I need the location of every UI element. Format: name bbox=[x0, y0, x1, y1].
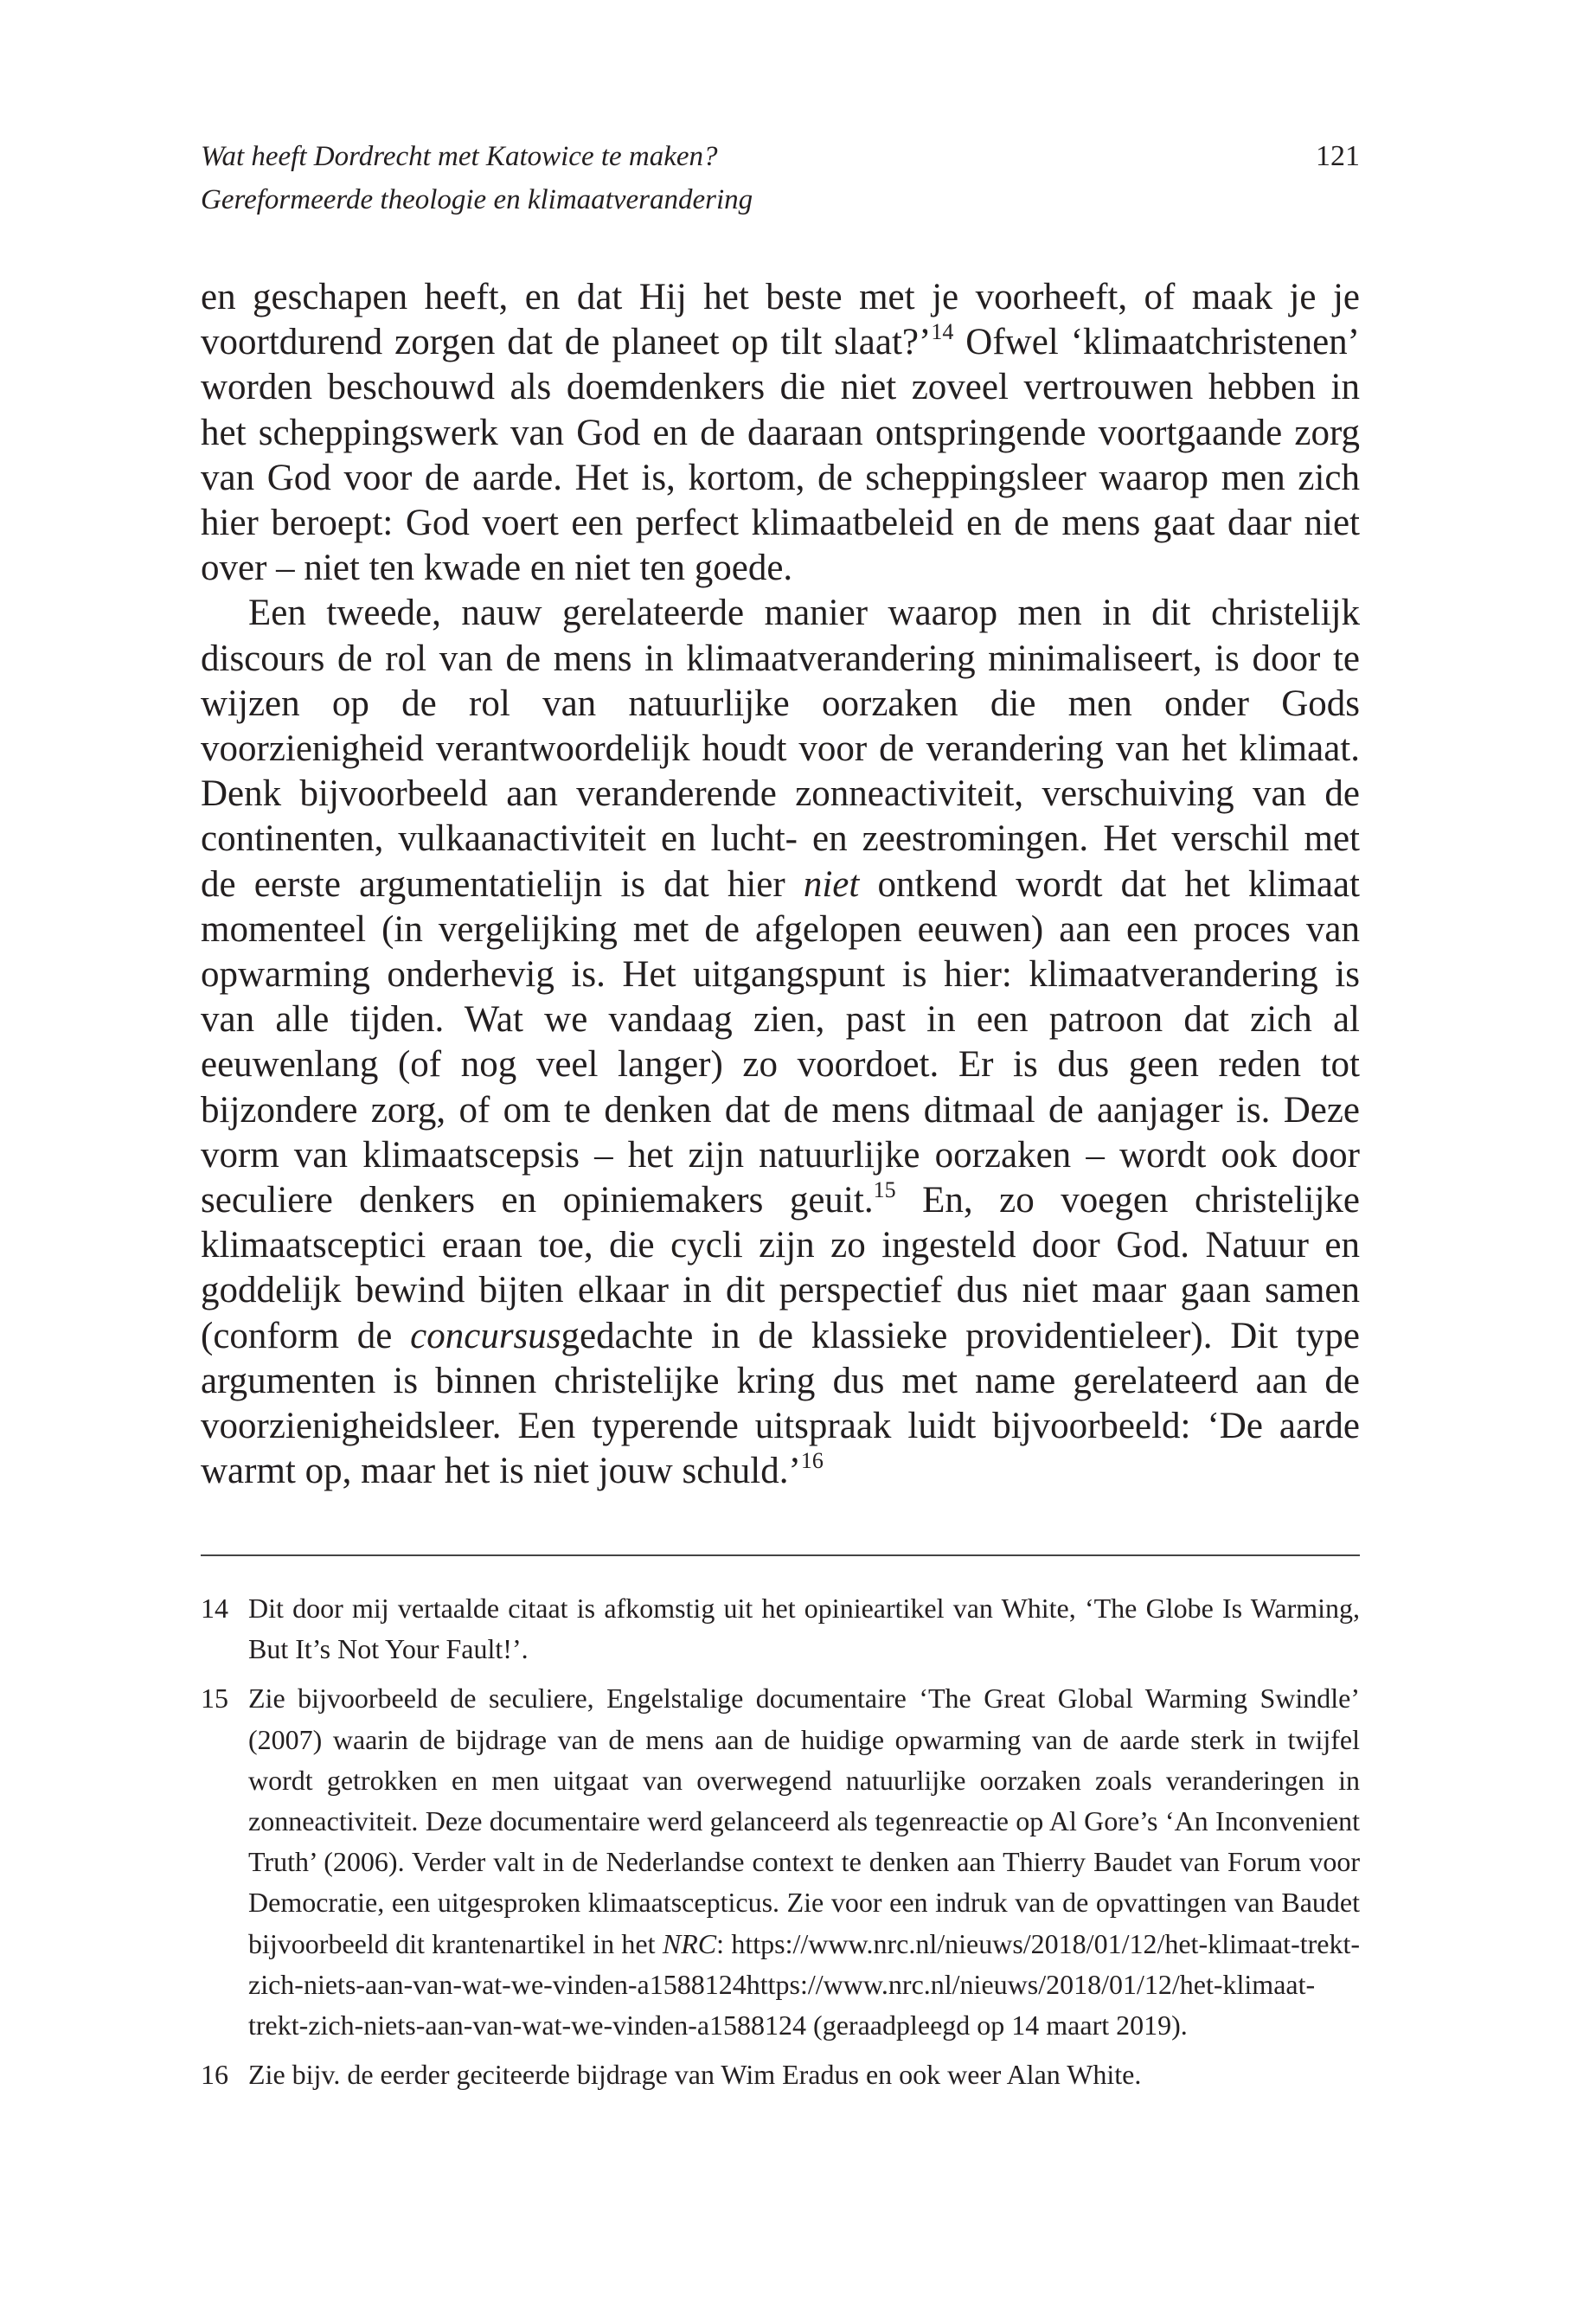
paragraph-1 bbox=[201, 275, 1360, 591]
paragraph-2-part-a: Een tweede, nauw gerelateerde manier waarop men in dit christelijk discours de rol van de mens in klimaatverandering minimaliseert, is door te wijzen op de rol van natuurlijke oorzaken die men onder Gods voorzienigheid verantwoordelijk houdt voor de verandering van het klimaat. Denk bijvoorbeeld aan veranderende zonneactiviteit, verschuiving van de continenten, vulkaanactiviteit en lucht- en zeestromingen. Het verschil met de eerste argumentatielijn is dat hier bbox=[201, 593, 1360, 905]
paragraph-2-part-b: ontkend wordt dat het klimaat momenteel (in vergelijking met de afgelopen eeuwen) aan een proces van opwarming onderhevig is. Het uitgangspunt is hier: klimaatverandering is van alle tijden. Wat we vandaag zien, past in een patroon dat zich al eeuwenlang (of nog veel langer) zo voordoet. Er is dus geen reden tot bijzondere zorg, of om te denken dat de mens ditmaal de aanjager is. Deze vorm van klimaatscepsis – het zijn natuurlijke oorzaken – wordt ook door seculiere denkers en opiniemakers geuit. bbox=[201, 863, 1360, 1221]
footnote-number: 16 bbox=[201, 2059, 228, 2091]
footnote-number: 15 bbox=[201, 1682, 228, 1715]
footnote-ref-16[interactable]: 16 bbox=[800, 1447, 824, 1473]
footnote-separator bbox=[201, 1554, 1360, 1556]
footnote-number: 14 bbox=[201, 1593, 228, 1624]
footnote-text bbox=[248, 1678, 1360, 2046]
emphasis-niet: niet bbox=[803, 863, 860, 905]
footnote-text: Zie bijv. de eerder geciteerde bijdrage van Wim Eradus en ook weer Alan White. bbox=[248, 2059, 1142, 2091]
paragraph-2 bbox=[201, 591, 1360, 1494]
running-header bbox=[201, 135, 1360, 221]
footnote-text: Dit door mij vertaalde citaat is afkomstig uit het opinieartikel van White, ‘The Globe Is Warming, But It’s Not Your Fault!’. bbox=[248, 1593, 1360, 1665]
footnote-15-part-c: (geraadpleegd op 14 maart 2019). bbox=[806, 2009, 1188, 2041]
footnotes bbox=[201, 1588, 1360, 2104]
footnote-url-link[interactable]: https://www.nrc.nl/nieuws/2018/01/12/het-klimaat-trekt-zich-niets-aan-van-wat-we-vinden-a1588124https://www.nrc.nl/nieuws/2018/01/12/het-klimaat-trekt-zich-niets-aan-van-wat-we-vinden-a1588124 bbox=[248, 1927, 1361, 2041]
page-number: 121 bbox=[1316, 140, 1360, 172]
footnote-16 bbox=[201, 2054, 1360, 2095]
running-header-subtitle: Gereformeerde theologie en klimaatverandering bbox=[201, 184, 753, 215]
paragraph-1-part-a: en geschapen heeft, en dat Hij het beste met je voorheeft, of maak je je voortdurend zorgen dat de planeet op tilt slaat?’ bbox=[201, 277, 1360, 363]
paragraph-2-part-c: En, zo voegen christelijke klimaatsceptici eraan toe, die cycli zijn zo ingesteld door God. Natuur en goddelijk bewind bijten elkaar in dit perspectief dus niet maar gaan samen (conform de bbox=[201, 1180, 1360, 1356]
emphasis-nrc: NRC bbox=[662, 1927, 717, 1959]
emphasis-concursus: concursus bbox=[410, 1315, 561, 1356]
footnote-15-part-b: : bbox=[716, 1927, 724, 1959]
footnote-15 bbox=[201, 1678, 1360, 2046]
paragraph-1-part-b: Ofwel ‘klimaatchristenen’ worden beschouwd als doemdenkers die niet zoveel vertrouwen hebben in het scheppingswerk van God en de daaraan ontspringende voortgaande zorg van God voor de aarde. Het is, kortom, de scheppingsleer waarop men zich hier beroept: God voert een perfect klimaatbeleid en de mens gaat daar niet over – niet ten kwade en niet ten goede. bbox=[201, 322, 1360, 589]
running-header-title: Wat heeft Dordrecht met Katowice te maken? bbox=[201, 141, 718, 172]
footnote-15-part-a: Zie bijvoorbeeld de seculiere, Engelstalige documentaire ‘The Great Global Warming Swindle’ (2007) waarin de bijdrage van de mens aan de huidige opwarming van de aarde sterk in twijfel wordt getrokken en men uitgaat van overwegend natuurlijke oorzaken zoals veranderingen in zonneactiviteit. Deze documentaire werd gelanceerd als tegenreactie op Al Gore’s ‘An Inconvenient Truth’ (2006). Verder valt in de Nederlandse context te denken aan Thierry Baudet van Forum voor Democratie, een uitgesproken klimaatscepticus. Zie voor een indruk van de opvattingen van Baudet bijvoorbeeld dit krantenartikel in het bbox=[248, 1682, 1360, 1959]
footnote-ref-14[interactable]: 14 bbox=[931, 318, 954, 344]
paragraph-2-part-d: gedachte in de klassieke providentieleer). Dit type argumenten is binnen christelijke kring dus met name gerelateerd aan de voorzienigheidsleer. Een typerende uitspraak luidt bijvoorbeeld: ‘De aarde warmt op, maar het is niet jouw schuld.’ bbox=[201, 1315, 1360, 1492]
footnote-14 bbox=[201, 1588, 1360, 1670]
footnote-ref-15[interactable]: 15 bbox=[873, 1176, 896, 1202]
main-text bbox=[201, 275, 1360, 1494]
